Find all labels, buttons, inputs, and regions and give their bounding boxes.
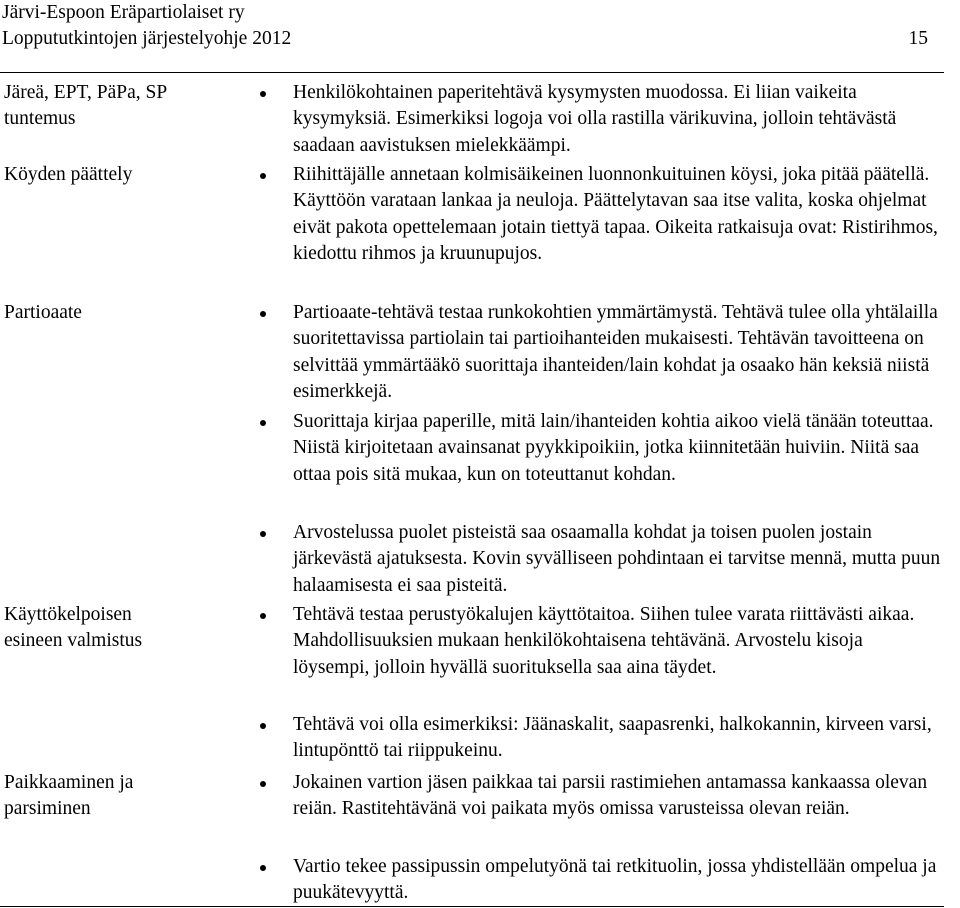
bullet-icon bbox=[260, 723, 266, 729]
table-bottom-rule bbox=[0, 906, 944, 907]
bullet-icon bbox=[260, 781, 266, 787]
bullet-icon bbox=[260, 865, 266, 871]
row-label: Paikkaaminen ja parsiminen bbox=[4, 772, 134, 819]
organization-name: Järvi-Espoon Eräpartiolaiset ry bbox=[2, 2, 245, 23]
row-label: Käyttökelpoisen esineen valmistus bbox=[4, 604, 143, 651]
list-item: Partioaate-tehtävä testaa runkokohtien ymmärtämystä. Tehtävä tulee olla yhtälailla suoritettavissa partiolain tai partioihanteiden mukaisesti. Tehtävän tavoitteena on selvittää ymmärtääkö suorittaja ihanteiden/lain kohdat ja osaako hän keksiä niistä esimerkkejä. bbox=[293, 302, 938, 402]
row-label: Järeä, EPT, PäPa, SP tuntemus bbox=[4, 82, 168, 129]
list-item: Henkilökohtainen paperitehtävä kysymysten muodossa. Ei liian vaikeita kysymyksiä. Esimerkiksi logoja voi olla rastilla värikuvina, jolloin tehtävästä saadaan aavistuksen mielekkäämpi. bbox=[293, 82, 897, 156]
bullet-icon bbox=[260, 173, 266, 179]
list-item: Vartio tekee passipussin ompelutyönä tai retkituolin, jossa yhdistellään ompelua ja puukätevyyttä. bbox=[293, 856, 937, 904]
bullet-icon bbox=[260, 91, 266, 97]
list-item: Jokainen vartion jäsen paikkaa tai parsii rastimiehen antamassa kankaassa olevan reiän. Rastitehtävänä voi paikata myös omissa varusteissa olevan reiän. bbox=[293, 772, 928, 820]
list-item: Arvostelussa puolet pisteistä saa osaamalla kohdat ja toisen puolen jostain järkevästä ajatuksesta. Kovin syvälliseen pohdintaan ei tarvitse mennä, mutta puun halaamisesta ei saa pisteitä. bbox=[293, 522, 941, 596]
header-divider bbox=[0, 72, 944, 73]
list-item: Suorittaja kirjaa paperille, mitä lain/ihanteiden kohtia aikoo vielä tänään toteuttaa. Niistä kirjoitetaan avainsanat pyykkipoikiin, jotka kiinnitetään huiviin. Niitä saa ottaa pois sitä mukaa, kun on toteuttanut kohdan. bbox=[293, 411, 934, 485]
list-item: Riihittäjälle annetaan kolmisäikeinen luonnonkuituinen köysi, joka pitää päätellä. Käyttöön varataan lankaa ja neuloja. Päättelytavan saa itse valita, koska ohjelmat eivät pakota opettelemaan jotain tiettyä tapaa. Oikeita ratkaisuja ovat: Ristirihmos, kiedottu rihmos ja kruunupujos. bbox=[293, 164, 938, 264]
document-title: Loppututkintojen järjestelyohje 2012 bbox=[2, 28, 292, 49]
page-number: 15 bbox=[908, 28, 928, 49]
page-header bbox=[2, 0, 932, 52]
list-item: Tehtävä testaa perustyökalujen käyttötaitoa. Siihen tulee varata riittävästi aikaa. Mahdollisuuksien mukaan henkilökohtaisena tehtävänä. Arvostelu kisoja löysempi, jolloin hyvällä suorituksella saa aina täydet. bbox=[293, 604, 915, 678]
row-label: Köyden päättely bbox=[4, 164, 133, 185]
row-label: Partioaate bbox=[4, 302, 82, 323]
bullet-icon bbox=[260, 613, 266, 619]
bullet-icon bbox=[260, 311, 266, 317]
bullet-icon bbox=[260, 531, 266, 537]
bullet-icon bbox=[260, 420, 266, 426]
list-item: Tehtävä voi olla esimerkiksi: Jäänaskalit, saapasrenki, halkokannin, kirveen varsi, lintupönttö tai riippukeinu. bbox=[293, 714, 932, 762]
